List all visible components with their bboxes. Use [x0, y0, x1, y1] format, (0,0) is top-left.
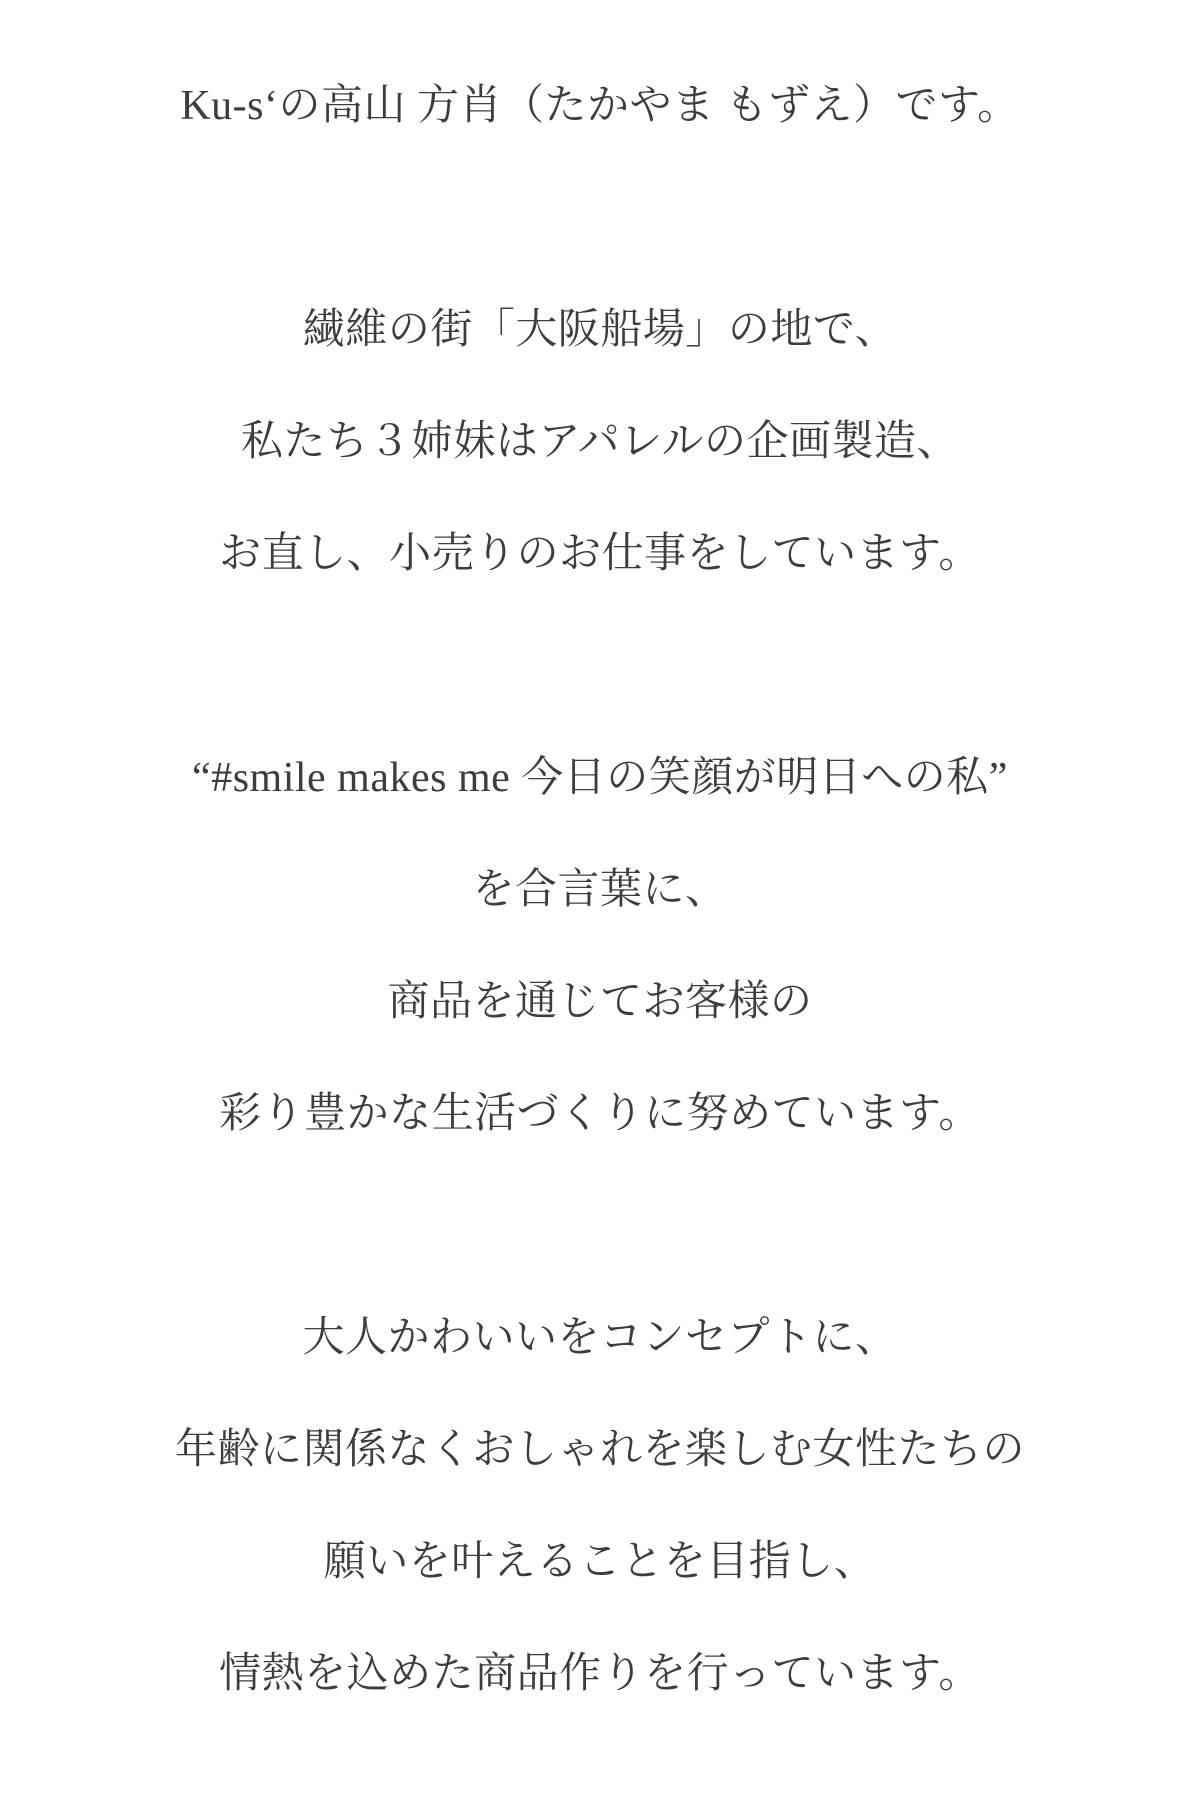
text-line: 彩り豊かな生活づくりに努めています。 — [219, 1091, 981, 1137]
text-line: お直し、小売りのお仕事をしています。 — [219, 531, 981, 577]
paragraph-intro — [0, 50, 1200, 162]
text-line: 私たち３姉妹はアパレルの企画製造、 — [240, 419, 960, 465]
text-line: 年齢に関係なくおしゃれを楽しむ女性たちの — [174, 1427, 1025, 1473]
text-line: 大人かわいいをコンセプトに、 — [302, 1315, 898, 1361]
text-line: を合言葉に、 — [472, 867, 728, 913]
paragraph-concept — [0, 1282, 1200, 1730]
paragraph-slogan — [0, 722, 1200, 1170]
text-line: Ku-s‘の高山 方肖（たかやま もずえ）です。 — [180, 83, 1020, 129]
text-line: 繊維の街「大阪船場」の地で、 — [302, 307, 898, 353]
text-line: 商品を通じてお客様の — [387, 979, 813, 1025]
text-line: “#smile makes me 今日の笑顔が明日への私” — [192, 755, 1008, 801]
paragraph-company — [0, 274, 1200, 610]
text-line: 情熱を込めた商品作りを行っています。 — [219, 1651, 981, 1697]
text-line: 願いを叶えることを目指し、 — [323, 1539, 877, 1585]
